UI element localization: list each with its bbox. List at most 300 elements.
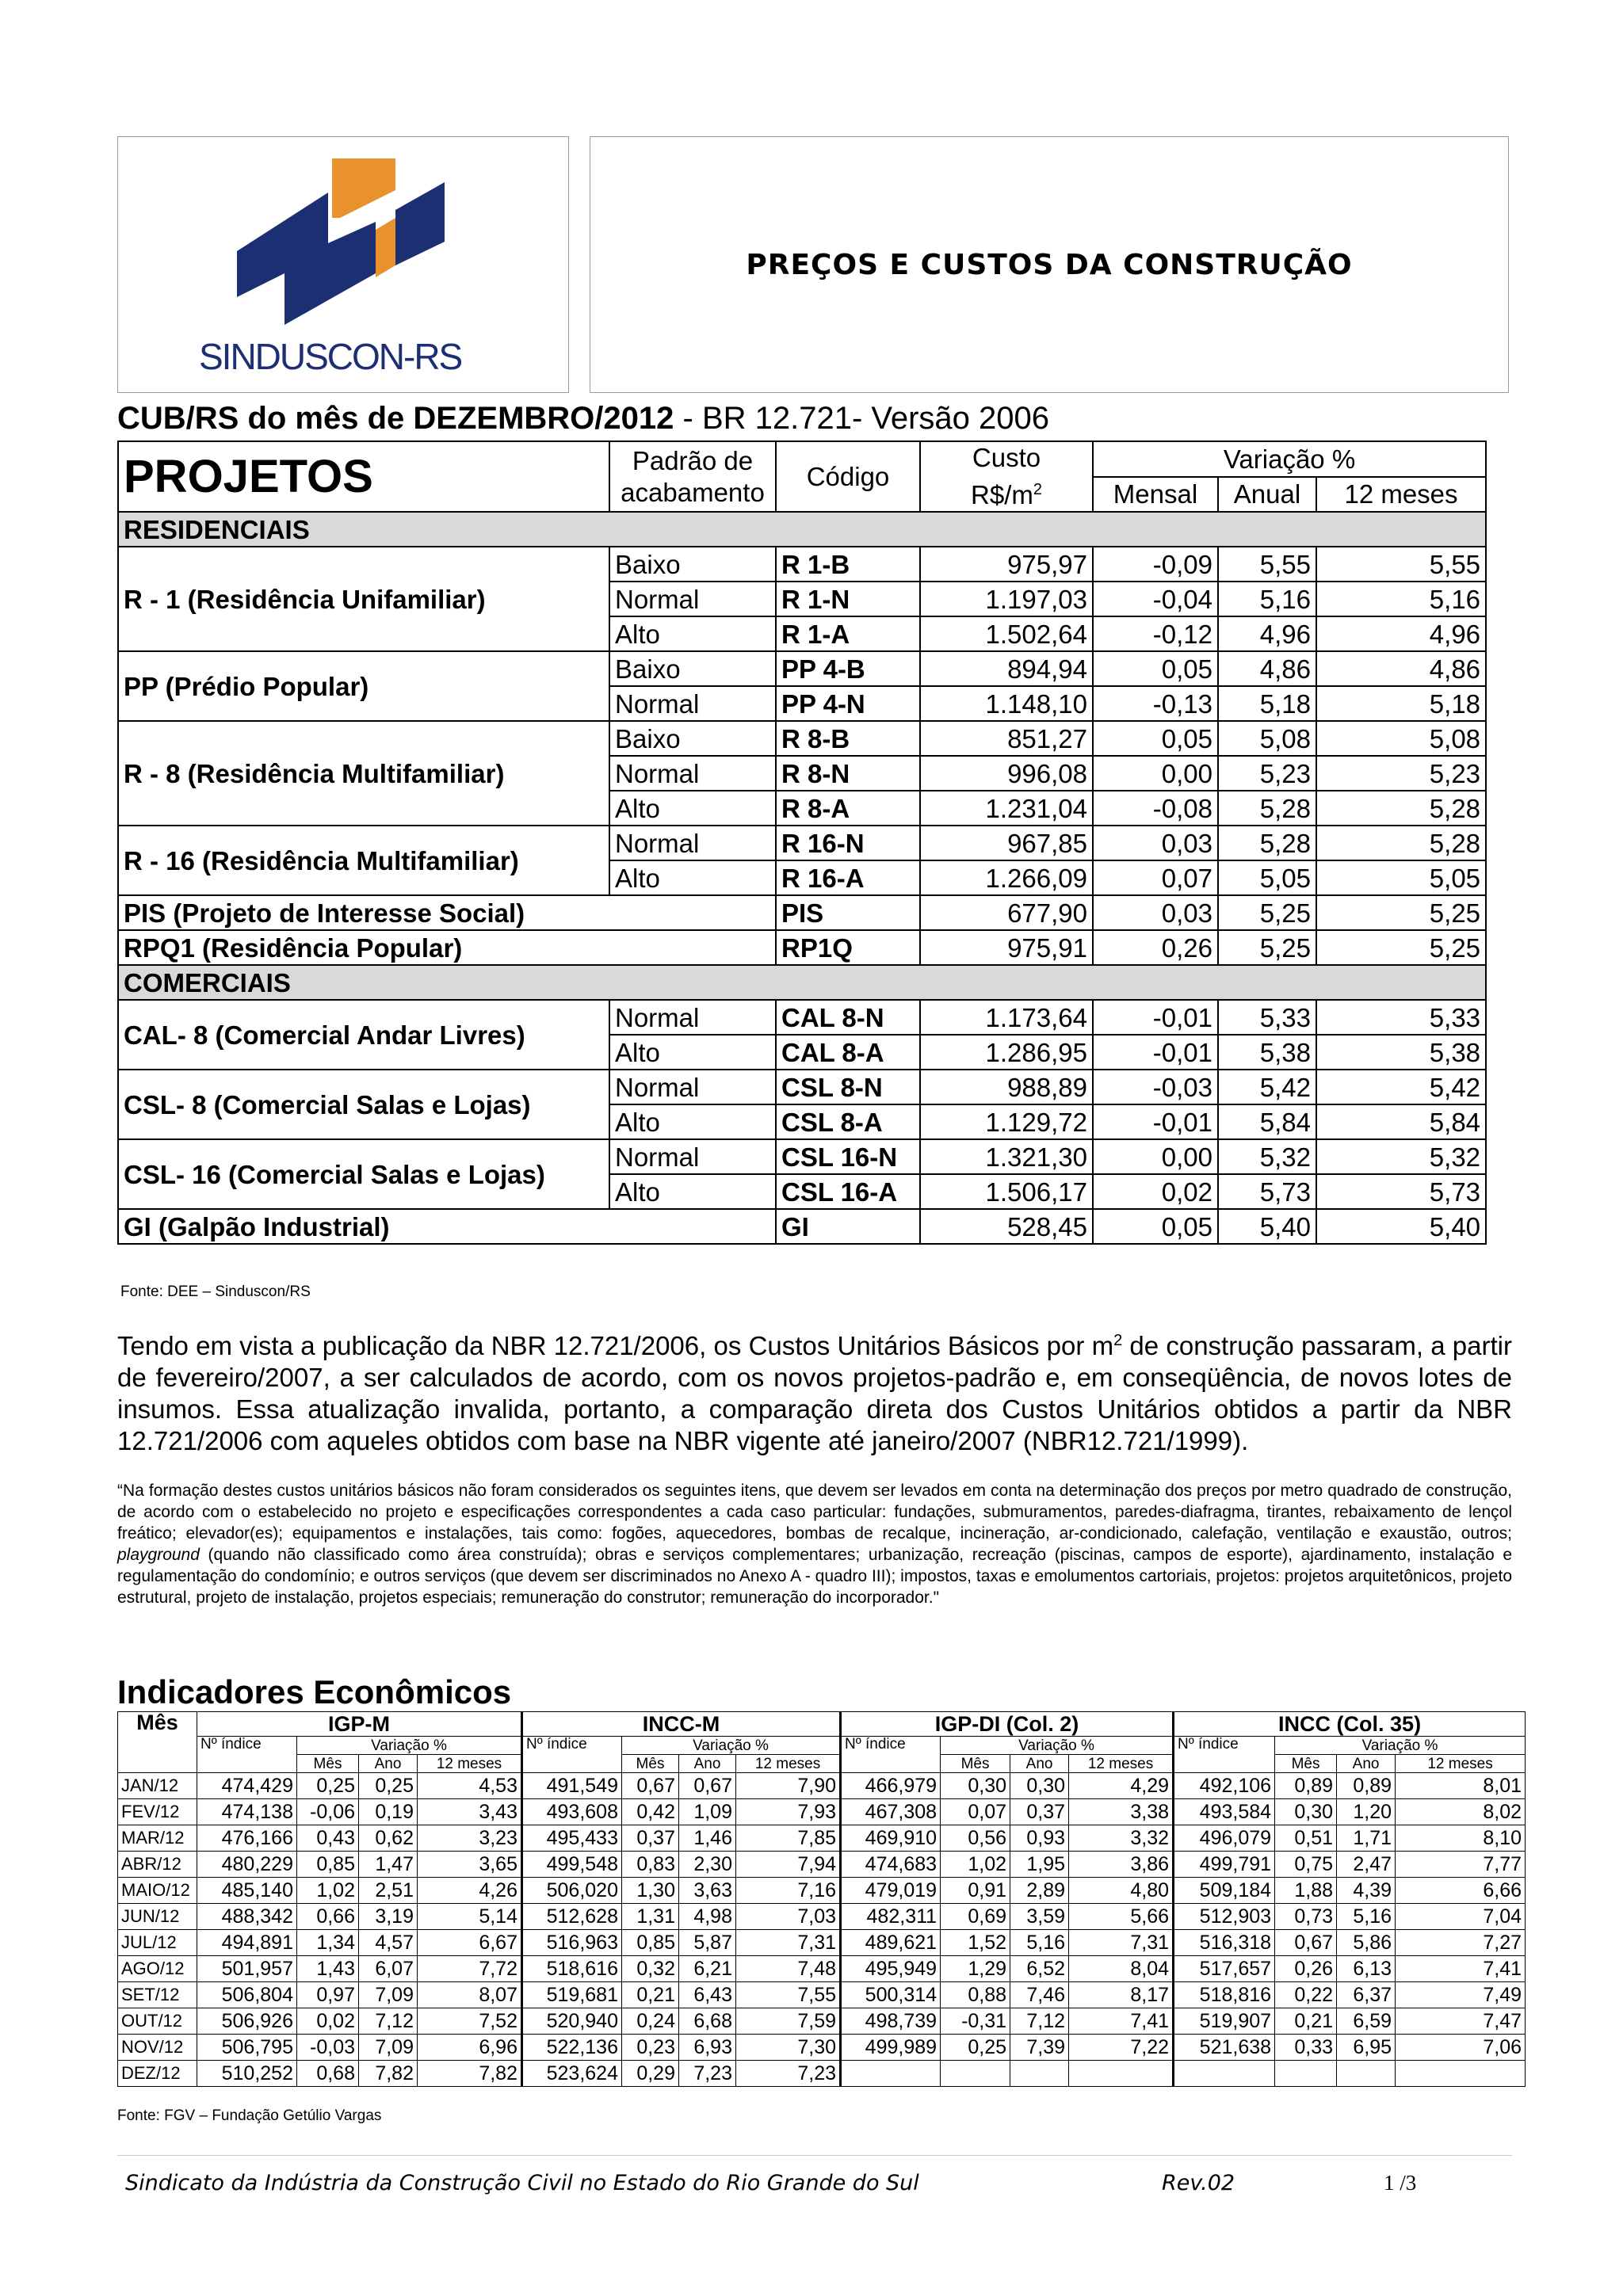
project-padrao: Alto [609,1104,776,1139]
indicators-subheader-row [118,1737,1526,1755]
project-group-label: PP (Prédio Popular) [118,651,609,721]
project-custo: 1.148,10 [920,686,1093,721]
project-row [118,1000,1486,1035]
project-mensal: -0,01 [1093,1000,1218,1035]
indicator-value-indice: 499,548 [522,1852,622,1878]
nbr-quote-b: (quando não classificado como área construída); obras e serviços complementares; urbanização, recreação (piscinas, campos de esporte), ajardinamento, instalação e regulamentação do condomínio; e outros serviços (que devem ser discriminados no Anexo A - quadro III); impostos, taxas e emolumentos cartoriais, projetos: projetos arquitetônicos, projeto estrutural, projeto de instalação, projetos especiais; remuneração do construtor; remuneração do incorporador." [117,1546,1512,1607]
indicator-value-12-meses: 3,38 [1069,1799,1174,1825]
indicator-value-mes: 0,68 [297,2061,359,2087]
project-row [118,721,1486,756]
project-codigo: CSL 8-A [776,1104,920,1139]
project-padrao: Baixo [609,651,776,686]
indicator-value-ano: 6,43 [679,1982,736,2008]
project-custo: 1.506,17 [920,1174,1093,1209]
indicator-value-ano: 1,47 [359,1852,418,1878]
indicator-value-mes: 0,30 [941,1773,1010,1799]
project-custo: 1.231,04 [920,791,1093,826]
project-codigo: R 8-B [776,721,920,756]
project-codigo: R 16-N [776,826,920,860]
indicators-header-row [118,1712,1526,1737]
indicator-value-mes: 1,30 [622,1878,679,1904]
indicator-value-indice: 476,166 [197,1825,297,1852]
indicator-value-12-meses: 7,85 [736,1825,841,1852]
indicator-row [118,1825,1526,1852]
indicator-value-indice: 506,804 [197,1982,297,2008]
indicator-value-indice: 501,957 [197,1956,297,1982]
indicator-value-12-meses [1396,2061,1526,2087]
logo-box [117,136,569,393]
indicator-value-ano: 0,19 [359,1799,418,1825]
project-codigo: R 1-N [776,582,920,616]
indicator-value-mes: 0,69 [941,1904,1010,1930]
indicator-value-12-meses: 3,32 [1069,1825,1174,1852]
indicator-value-indice: 495,949 [841,1956,941,1982]
indicator-value-ano: 6,93 [679,2035,736,2061]
project-anual: 5,42 [1218,1070,1316,1104]
project-padrao: Alto [609,1174,776,1209]
indicator-value-ano: 6,95 [1337,2035,1396,2061]
indicators-subheader-row [118,1755,1526,1773]
indicator-value-12-meses: 4,80 [1069,1878,1174,1904]
indicator-value-12-meses: 7,49 [1396,1982,1526,2008]
project-codigo: RP1Q [776,930,920,965]
project-group-label: R - 8 (Residência Multifamiliar) [118,721,609,826]
project-codigo: CAL 8-A [776,1035,920,1070]
indicator-value-indice [841,2061,941,2087]
indicator-value-ano: 0,89 [1337,1773,1396,1799]
indicator-row [118,2035,1526,2061]
indicators-head [118,1712,1526,1773]
indicator-month: OUT/12 [118,2008,197,2035]
indicator-group-header: INCC (Col. 35) [1174,1712,1526,1737]
indicator-value-mes: -0,03 [297,2035,359,2061]
indicator-value-indice: 489,621 [841,1930,941,1956]
indicator-value-mes: 1,88 [1275,1878,1337,1904]
project-mensal: 0,05 [1093,1209,1218,1244]
indicator-value-12-meses: 7,94 [736,1852,841,1878]
project-row [118,547,1486,582]
indicator-value-ano: 4,39 [1337,1878,1396,1904]
project-anual: 5,08 [1218,721,1316,756]
indicator-value-indice: 510,252 [197,2061,297,2087]
project-custo: 967,85 [920,826,1093,860]
project-12-meses: 5,28 [1316,826,1486,860]
indicator-month: NOV/12 [118,2035,197,2061]
project-codigo: CSL 8-N [776,1070,920,1104]
indicator-mes-header: Mês [622,1755,679,1773]
indicator-value-mes: 0,56 [941,1825,1010,1852]
project-mensal: 0,05 [1093,721,1218,756]
project-12-meses: 5,23 [1316,756,1486,791]
project-row [118,1209,1486,1244]
indicator-value-12-meses: 7,77 [1396,1852,1526,1878]
indicator-value-ano: 0,93 [1010,1825,1069,1852]
project-codigo: R 8-A [776,791,920,826]
project-mensal: 0,03 [1093,826,1218,860]
projects-source: Fonte: DEE – Sinduscon/RS [120,1283,311,1300]
indicator-value-12-meses: 7,93 [736,1799,841,1825]
indicator-indice-header: Nº índice [841,1737,941,1773]
indicator-value-12-meses: 7,31 [1069,1930,1174,1956]
indicator-value-ano: 0,30 [1010,1773,1069,1799]
indicator-value-12-meses: 7,06 [1396,2035,1526,2061]
indicator-value-indice: 518,616 [522,1956,622,1982]
indicator-value-mes: 0,43 [297,1825,359,1852]
indicator-value-indice: 466,979 [841,1773,941,1799]
indicator-value-mes: 1,43 [297,1956,359,1982]
project-custo: 1.321,30 [920,1139,1093,1174]
project-padrao: Alto [609,791,776,826]
project-mensal: 0,03 [1093,895,1218,930]
project-12-meses: 4,86 [1316,651,1486,686]
project-12-meses: 5,55 [1316,547,1486,582]
indicator-month: AGO/12 [118,1956,197,1982]
project-mensal: -0,01 [1093,1035,1218,1070]
indicator-value-12-meses: 8,17 [1069,1982,1174,2008]
project-custo: 996,08 [920,756,1093,791]
project-anual: 5,28 [1218,791,1316,826]
nbr-paragraph-a: Tendo em vista a publicação da NBR 12.721/2006, os Custos Unitários Básicos por m [117,1331,1114,1360]
indicator-row [118,1878,1526,1904]
indicators-title: Indicadores Econômicos [117,1673,512,1711]
indicator-value-mes: 1,31 [622,1904,679,1930]
indicator-value-ano: 6,52 [1010,1956,1069,1982]
indicator-value-ano: 0,67 [679,1773,736,1799]
indicator-value-indice: 512,628 [522,1904,622,1930]
indicator-group-header: INCC-M [522,1712,841,1737]
project-custo: 1.266,09 [920,860,1093,895]
project-group-label: CSL- 16 (Comercial Salas e Lojas) [118,1139,609,1209]
project-group-label: PIS (Projeto de Interesse Social) [118,895,776,930]
indicator-value-indice: 493,584 [1174,1799,1275,1825]
indicator-value-12-meses: 7,47 [1396,2008,1526,2035]
project-row [118,895,1486,930]
indicator-value-indice: 499,989 [841,2035,941,2061]
project-padrao: Alto [609,860,776,895]
indicator-value-12-meses: 7,41 [1069,2008,1174,2035]
header-12-meses: 12 meses [1316,477,1486,513]
indicator-value-ano: 7,39 [1010,2035,1069,2061]
header-padrao-1: Padrão de [632,445,754,475]
project-padrao: Baixo [609,547,776,582]
project-custo: 975,97 [920,547,1093,582]
indicator-value-12-meses: 7,59 [736,2008,841,2035]
indicator-value-12-meses: 7,55 [736,1982,841,2008]
project-custo: 894,94 [920,651,1093,686]
footer-divider [117,2155,1512,2156]
project-group-label: RPQ1 (Residência Popular) [118,930,776,965]
indicator-value-indice: 469,910 [841,1825,941,1852]
project-mensal: 0,00 [1093,1139,1218,1174]
indicator-value-12-meses: 7,04 [1396,1904,1526,1930]
indicator-value-12-meses: 8,02 [1396,1799,1526,1825]
indicator-value-mes: 1,34 [297,1930,359,1956]
project-codigo: PP 4-B [776,651,920,686]
sinduscon-logo-icon [237,154,451,335]
indicator-month: JAN/12 [118,1773,197,1799]
project-padrao: Normal [609,686,776,721]
indicator-value-mes: 0,25 [297,1773,359,1799]
indicator-value-indice: 506,795 [197,2035,297,2061]
indicator-ano-header: Ano [1010,1755,1069,1773]
indicators-body [118,1773,1526,2087]
indicator-value-12-meses: 7,31 [736,1930,841,1956]
indicator-value-mes: 0,42 [622,1799,679,1825]
indicator-value-ano: 7,46 [1010,1982,1069,2008]
indicator-value-12-meses: 7,52 [418,2008,522,2035]
indicator-value-indice: 516,963 [522,1930,622,1956]
indicator-value-ano: 7,09 [359,2035,418,2061]
project-12-meses: 5,08 [1316,721,1486,756]
indicator-value-12-meses: 7,30 [736,2035,841,2061]
indicator-value-mes: 0,51 [1275,1825,1337,1852]
indicator-value-mes: 0,37 [622,1825,679,1852]
indicator-value-mes [941,2061,1010,2087]
indicator-value-indice: 516,318 [1174,1930,1275,1956]
indicator-row [118,1773,1526,1799]
indicator-ano-header: Ano [359,1755,418,1773]
project-mensal: 0,07 [1093,860,1218,895]
indicator-value-mes: 0,89 [1275,1773,1337,1799]
project-codigo: R 8-N [776,756,920,791]
project-custo: 1.129,72 [920,1104,1093,1139]
indicator-group-header: IGP-M [197,1712,522,1737]
project-custo: 1.173,64 [920,1000,1093,1035]
project-row [118,1070,1486,1104]
project-custo: 677,90 [920,895,1093,930]
indicator-ano-header: Ano [679,1755,736,1773]
project-custo: 851,27 [920,721,1093,756]
project-anual: 5,32 [1218,1139,1316,1174]
project-mensal: 0,05 [1093,651,1218,686]
project-anual: 5,25 [1218,895,1316,930]
indicator-value-indice: 467,308 [841,1799,941,1825]
nbr-paragraph-sup: 2 [1113,1332,1123,1349]
indicator-row [118,2008,1526,2035]
indicator-value-12-meses: 7,27 [1396,1930,1526,1956]
project-codigo: PIS [776,895,920,930]
project-12-meses: 5,05 [1316,860,1486,895]
indicator-month: SET/12 [118,1982,197,2008]
project-anual: 5,18 [1218,686,1316,721]
indicator-value-indice: 474,683 [841,1852,941,1878]
projects-table [117,441,1487,1245]
indicator-12-meses-header: 12 meses [418,1755,522,1773]
project-anual: 5,40 [1218,1209,1316,1244]
indicator-value-12-meses: 7,72 [418,1956,522,1982]
indicator-value-12-meses [1069,2061,1174,2087]
nbr-quote-italic: playground [117,1546,200,1564]
project-12-meses: 5,33 [1316,1000,1486,1035]
section-residenciais: RESIDENCIAIS [118,512,1486,547]
indicator-value-12-meses: 3,65 [418,1852,522,1878]
project-codigo: CSL 16-A [776,1174,920,1209]
project-anual: 5,33 [1218,1000,1316,1035]
indicator-value-12-meses: 7,23 [736,2061,841,2087]
indicator-value-ano: 1,46 [679,1825,736,1852]
project-group-label: CSL- 8 (Comercial Salas e Lojas) [118,1070,609,1139]
indicator-value-12-meses: 5,14 [418,1904,522,1930]
indicator-value-ano: 5,16 [1010,1930,1069,1956]
indicator-variacao-header: Variação % [622,1737,841,1755]
project-anual: 5,05 [1218,860,1316,895]
indicator-value-ano: 5,86 [1337,1930,1396,1956]
indicator-value-mes: 1,02 [941,1852,1010,1878]
indicator-value-12-meses: 3,23 [418,1825,522,1852]
indicator-value-indice: 495,433 [522,1825,622,1852]
indicator-value-mes: 0,30 [1275,1799,1337,1825]
indicator-value-indice: 521,638 [1174,2035,1275,2061]
indicator-value-ano: 6,21 [679,1956,736,1982]
indicator-value-12-meses: 4,53 [418,1773,522,1799]
indicator-value-indice: 492,106 [1174,1773,1275,1799]
indicator-value-indice: 522,136 [522,2035,622,2061]
indicator-indice-header: Nº índice [1174,1737,1275,1773]
project-mensal: -0,13 [1093,686,1218,721]
indicator-value-ano: 4,57 [359,1930,418,1956]
indicator-value-ano: 6,68 [679,2008,736,2035]
project-12-meses: 5,18 [1316,686,1486,721]
indicator-value-12-meses: 7,16 [736,1878,841,1904]
indicator-value-ano: 2,51 [359,1878,418,1904]
indicator-value-ano: 1,20 [1337,1799,1396,1825]
indicator-value-mes: 0,85 [297,1852,359,1878]
project-row [118,930,1486,965]
header-padrao [609,441,776,512]
indicators-source: Fonte: FGV – Fundação Getúlio Vargas [117,2107,382,2124]
project-mensal: -0,04 [1093,582,1218,616]
project-codigo: GI [776,1209,920,1244]
indicator-value-mes: 0,26 [1275,1956,1337,1982]
indicator-value-mes: 0,25 [941,2035,1010,2061]
logo-text: SINDUSCON-RS [199,336,462,377]
indicator-value-12-meses: 5,66 [1069,1904,1174,1930]
header-custo-sup: 2 [1033,481,1042,498]
cub-title [117,401,1049,437]
nbr-paragraph-b: de construção passaram, a partir de fevereiro/2007, a ser calculados de acordo, com os novos projetos-padrão e, em conseqüência, de novos lotes de insumos. Essa atualização invalida, portanto, a comparação direta dos Custos Unitários obtidos a partir da NBR 12.721/2006 com aqueles obtidos com base na NBR vigente até janeiro/2007 (NBR12.721/1999). [117,1331,1512,1455]
project-12-meses: 5,32 [1316,1139,1486,1174]
indicator-value-12-meses: 7,48 [736,1956,841,1982]
projects-body [118,547,1486,1244]
indicator-value-mes: 0,24 [622,2008,679,2035]
indicator-value-ano: 7,12 [359,2008,418,2035]
project-group-label: R - 1 (Residência Unifamiliar) [118,547,609,651]
project-anual: 4,86 [1218,651,1316,686]
indicator-value-indice: 506,926 [197,2008,297,2035]
project-codigo: R 1-B [776,547,920,582]
project-mensal: -0,12 [1093,616,1218,651]
indicator-row [118,2061,1526,2087]
indicator-value-ano: 5,87 [679,1930,736,1956]
indicator-value-mes: 0,67 [622,1773,679,1799]
project-anual: 4,96 [1218,616,1316,651]
indicator-row [118,1799,1526,1825]
indicator-value-mes: 0,85 [622,1930,679,1956]
project-padrao: Normal [609,582,776,616]
indicator-value-ano: 3,19 [359,1904,418,1930]
indicator-month: JUL/12 [118,1930,197,1956]
header-custo-2: R$/m [971,480,1033,509]
indicator-ano-header: Ano [1337,1755,1396,1773]
indicator-value-indice: 500,314 [841,1982,941,2008]
indicator-group-header: IGP-DI (Col. 2) [841,1712,1174,1737]
indicator-month: JUN/12 [118,1904,197,1930]
project-custo: 988,89 [920,1070,1093,1104]
project-anual: 5,25 [1218,930,1316,965]
indicator-value-ano: 6,07 [359,1956,418,1982]
project-mensal: -0,03 [1093,1070,1218,1104]
project-codigo: CAL 8-N [776,1000,920,1035]
indicator-month: FEV/12 [118,1799,197,1825]
indicator-value-indice: 523,624 [522,2061,622,2087]
project-12-meses: 5,38 [1316,1035,1486,1070]
project-mensal: 0,00 [1093,756,1218,791]
indicator-value-ano: 0,25 [359,1773,418,1799]
project-custo: 1.197,03 [920,582,1093,616]
indicator-value-ano: 5,16 [1337,1904,1396,1930]
indicator-value-indice: 517,657 [1174,1956,1275,1982]
indicator-variacao-header: Variação % [1275,1737,1526,1755]
indicator-12-meses-header: 12 meses [736,1755,841,1773]
indicator-value-mes: 0,88 [941,1982,1010,2008]
project-12-meses: 5,42 [1316,1070,1486,1104]
projects-header-row [118,441,1486,477]
indicator-value-indice: 474,429 [197,1773,297,1799]
project-group-label: R - 16 (Residência Multifamiliar) [118,826,609,895]
header-codigo: Código [776,441,920,512]
document-title-box [590,136,1509,393]
indicator-value-mes: 0,73 [1275,1904,1337,1930]
project-custo: 975,91 [920,930,1093,965]
indicator-value-indice: 493,608 [522,1799,622,1825]
project-mensal: -0,09 [1093,547,1218,582]
footer-page-number: 1 /3 [1384,2171,1417,2195]
indicator-value-ano: 3,63 [679,1878,736,1904]
project-padrao: Normal [609,1070,776,1104]
indicator-row [118,1982,1526,2008]
indicator-value-12-meses: 7,82 [418,2061,522,2087]
indicator-value-indice: 498,739 [841,2008,941,2035]
project-padrao: Baixo [609,721,776,756]
indicator-value-12-meses: 6,67 [418,1930,522,1956]
project-group-label: CAL- 8 (Comercial Andar Livres) [118,1000,609,1070]
indicator-month: MAR/12 [118,1825,197,1852]
project-custo: 1.502,64 [920,616,1093,651]
indicator-value-12-meses: 8,07 [418,1982,522,2008]
indicator-value-mes [1275,2061,1337,2087]
project-12-meses: 5,25 [1316,895,1486,930]
indicator-value-12-meses: 6,96 [418,2035,522,2061]
indicator-value-mes: 0,91 [941,1878,1010,1904]
indicator-value-mes: 0,83 [622,1852,679,1878]
indicator-value-mes: 0,97 [297,1982,359,2008]
indicators-table [117,1711,1526,2087]
indicator-value-mes: 0,75 [1275,1852,1337,1878]
indicator-value-mes: 0,33 [1275,2035,1337,2061]
project-codigo: R 1-A [776,616,920,651]
project-12-meses: 5,40 [1316,1209,1486,1244]
indicator-value-ano: 6,59 [1337,2008,1396,2035]
indicators-col-mes: Mês [118,1712,197,1773]
indicator-value-indice: 496,079 [1174,1825,1275,1852]
indicator-value-mes: 1,02 [297,1878,359,1904]
project-padrao: Normal [609,1139,776,1174]
project-mensal: 0,26 [1093,930,1218,965]
project-padrao: Alto [609,616,776,651]
project-anual: 5,73 [1218,1174,1316,1209]
indicator-variacao-header: Variação % [297,1737,522,1755]
indicator-value-ano: 4,98 [679,1904,736,1930]
